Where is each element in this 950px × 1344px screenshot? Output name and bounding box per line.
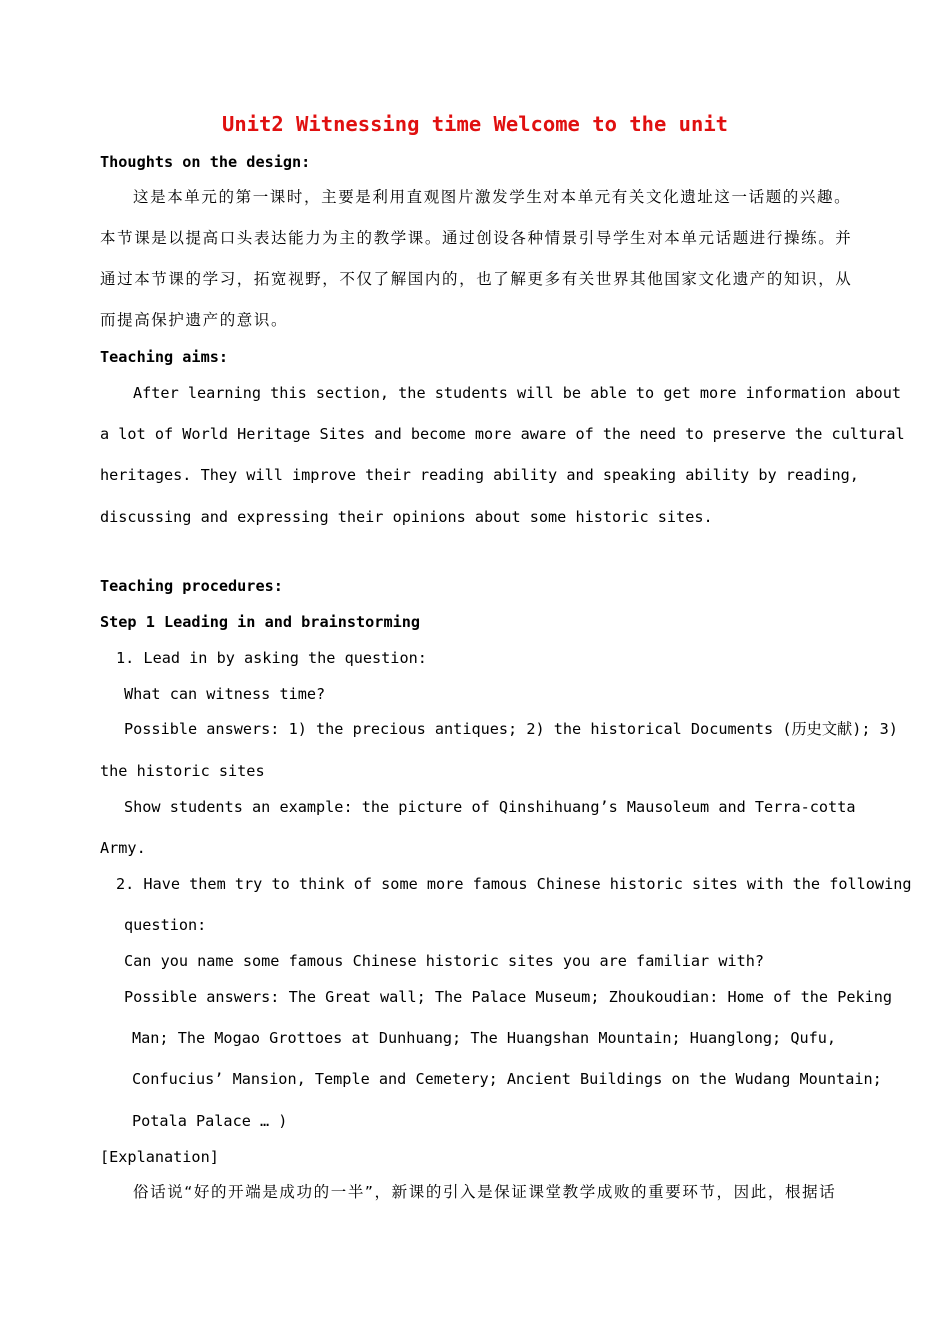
procedure-line-1: 1. Lead in by asking the question: [116, 649, 427, 667]
procedure-line-11: Man; The Mogao Grottoes at Dunhuang; The Huangshan Mountain; Huanglong; Qufu, [132, 1029, 837, 1047]
procedure-line-5: Show students an example: the picture of Qinshihuang’s Mausoleum and Terra-cotta [124, 798, 856, 816]
procedure-line-9: Can you name some famous Chinese historic sites you are familiar with? [124, 952, 765, 970]
thoughts-line-3: 通过本节课的学习，拓宽视野，不仅了解国内的，也了解更多有关世界其他国家文化遗产的知识，从 [100, 270, 853, 288]
procedure-line-10: Possible answers: The Great wall; The Palace Museum; Zhoukoudian: Home of the Peking [124, 988, 893, 1006]
procedure-line-7: 2. Have them try to think of some more famous Chinese historic sites with the following [116, 875, 912, 893]
explanation-heading: [Explanation] [100, 1148, 219, 1166]
document-title: Unit2 Witnessing time Welcome to the unit [221, 112, 729, 136]
procedure-line-6: Army. [100, 839, 146, 857]
aims-line-3: heritages. They will improve their reading ability and speaking ability by reading, [100, 466, 859, 484]
procedures-heading: Teaching procedures: [100, 577, 283, 595]
aims-line-2: a lot of World Heritage Sites and become more aware of the need to preserve the cultural [100, 425, 905, 443]
procedure-line-13: Potala Palace … ) [132, 1112, 288, 1130]
aims-heading: Teaching aims: [100, 348, 229, 366]
thoughts-line-2: 本节课是以提高口头表达能力为主的教学课。通过创设各种情景引导学生对本单元话题进行操练。并 [100, 229, 853, 247]
aims-line-1: After learning this section, the students will be able to get more information about [133, 384, 902, 402]
explanation-line-1: 俗话说“好的开端是成功的一半”，新课的引入是保证课堂教学成败的重要环节，因此，根据话 [133, 1183, 837, 1201]
procedure-line-2: What can witness time? [124, 685, 326, 703]
step1-heading: Step 1 Leading in and brainstorming [100, 613, 421, 631]
thoughts-heading: Thoughts on the design: [100, 153, 311, 171]
procedure-line-12: Confucius’ Mansion, Temple and Cemetery; Ancient Buildings on the Wudang Mountain; [132, 1070, 882, 1088]
aims-line-4: discussing and expressing their opinions about some historic sites. [100, 508, 713, 526]
procedure-line-8: question: [124, 916, 207, 934]
procedure-line-3: Possible answers: 1) the precious antiques; 2) the historical Documents (历史文献); 3) [124, 720, 898, 738]
procedure-line-4: the historic sites [100, 762, 265, 780]
thoughts-line-1: 这是本单元的第一课时，主要是利用直观图片激发学生对本单元有关文化遗址这一话题的兴趣。 [133, 188, 852, 206]
thoughts-line-4: 而提高保护遗产的意识。 [100, 311, 289, 329]
